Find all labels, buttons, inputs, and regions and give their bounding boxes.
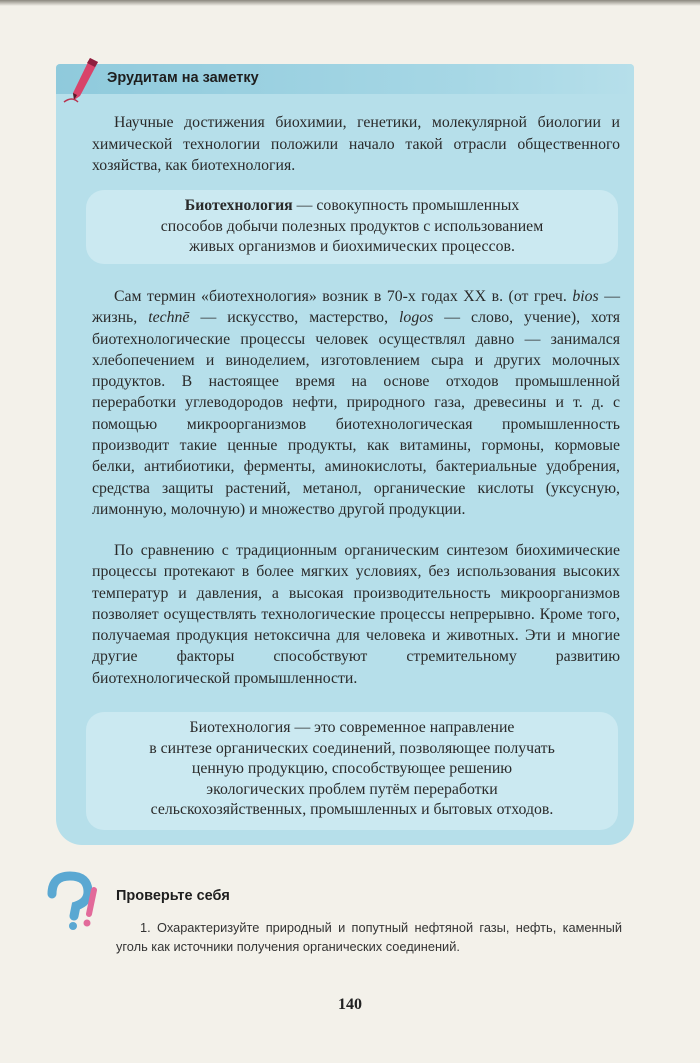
term-origin-paragraph bbox=[92, 286, 620, 520]
term-paragraph-text-3: — искусство, мастерство, bbox=[189, 309, 400, 327]
pen-icon bbox=[60, 56, 104, 106]
page-top-shadow bbox=[0, 0, 700, 6]
definition-2-line-3: ценную продукцию, способствующее решению bbox=[191, 760, 513, 777]
greek-word-logos: logos bbox=[399, 309, 434, 327]
definition-2-line-1: Биотехнология — это современное направление bbox=[189, 719, 515, 736]
definition-2-line-2: в синтезе органических соединений, позволяющее получать bbox=[149, 739, 555, 757]
definition-1-line-3: живых организмов и биохимических процессов. bbox=[189, 238, 515, 255]
question-exclamation-icon bbox=[42, 870, 108, 932]
term-paragraph-text-2: — жизнь, bbox=[92, 288, 620, 327]
greek-word-bios: bios bbox=[572, 288, 599, 305]
definition-1-line-1-rest: — совокупность промышленных bbox=[292, 197, 520, 214]
page-number: 140 bbox=[338, 996, 362, 1013]
definition-box-1 bbox=[86, 190, 618, 264]
definition-1-line-2: способов добычи полезных продуктов с использованием bbox=[160, 217, 544, 235]
term-paragraph-text-4: — слово, учение), хотя биотехнологические процессы человек осуществлял давно — занимался хлебопечением и виноделием, изготовлением сыра и других молочных продуктов. В настоящее время на основе отходов промышленной переработки углеводородов нефти, природного газа, древесины и т. д. с помощью микроорганизмов биотехнологическая промышленность производит такие ценные продукты, как витамины, гормоны, кормовые белки, антибиотики, ферменты, аминокислоты, бактериальные удобрения, средства защиты растений, метанол, органические кислоты (уксусную, лимонную, молочную) и множество другой продукции. bbox=[92, 309, 620, 518]
panel-title: Эрудитам на заметку bbox=[107, 70, 259, 86]
definition-1-line-1 bbox=[86, 196, 618, 217]
definition-1-term: Биотехнология bbox=[184, 197, 293, 214]
intro-paragraph: Научные достижения биохимии, генетики, молекулярной биологии и химической технологии положили начало такой отрасли общественного хозяйства, как биотехнология. bbox=[92, 114, 620, 175]
check-yourself-title: Проверьте себя bbox=[116, 888, 230, 904]
question-1: 1. Охарактеризуйте природный и попутный нефтяной газы, нефть, каменный уголь как источники получения органических соединений. bbox=[116, 920, 622, 954]
definition-2-line-5: сельскохозяйственных, промышленных и бытовых отходов. bbox=[150, 801, 554, 818]
greek-word-techne: technē bbox=[148, 309, 190, 327]
term-paragraph-text-1: Сам термин «биотехнология» возник в 70-х годах XX в. (от греч. bbox=[114, 288, 573, 305]
definition-2-line-4: экологических проблем путём переработки bbox=[206, 780, 498, 798]
comparison-paragraph: По сравнению с традиционным органическим синтезом биохимические процессы протекают в более мягких условиях, без использования высоких температур и давления, а высокая производительность микроорганизмов позволяет осуществлять технологические процессы непрерывно. Кроме того, получаемая продукция нетоксична для человека и животных. Эти и многие другие факторы способствуют стремительному развитию биотехнологической промышленности. bbox=[92, 542, 620, 687]
definition-box-2 bbox=[86, 712, 618, 830]
